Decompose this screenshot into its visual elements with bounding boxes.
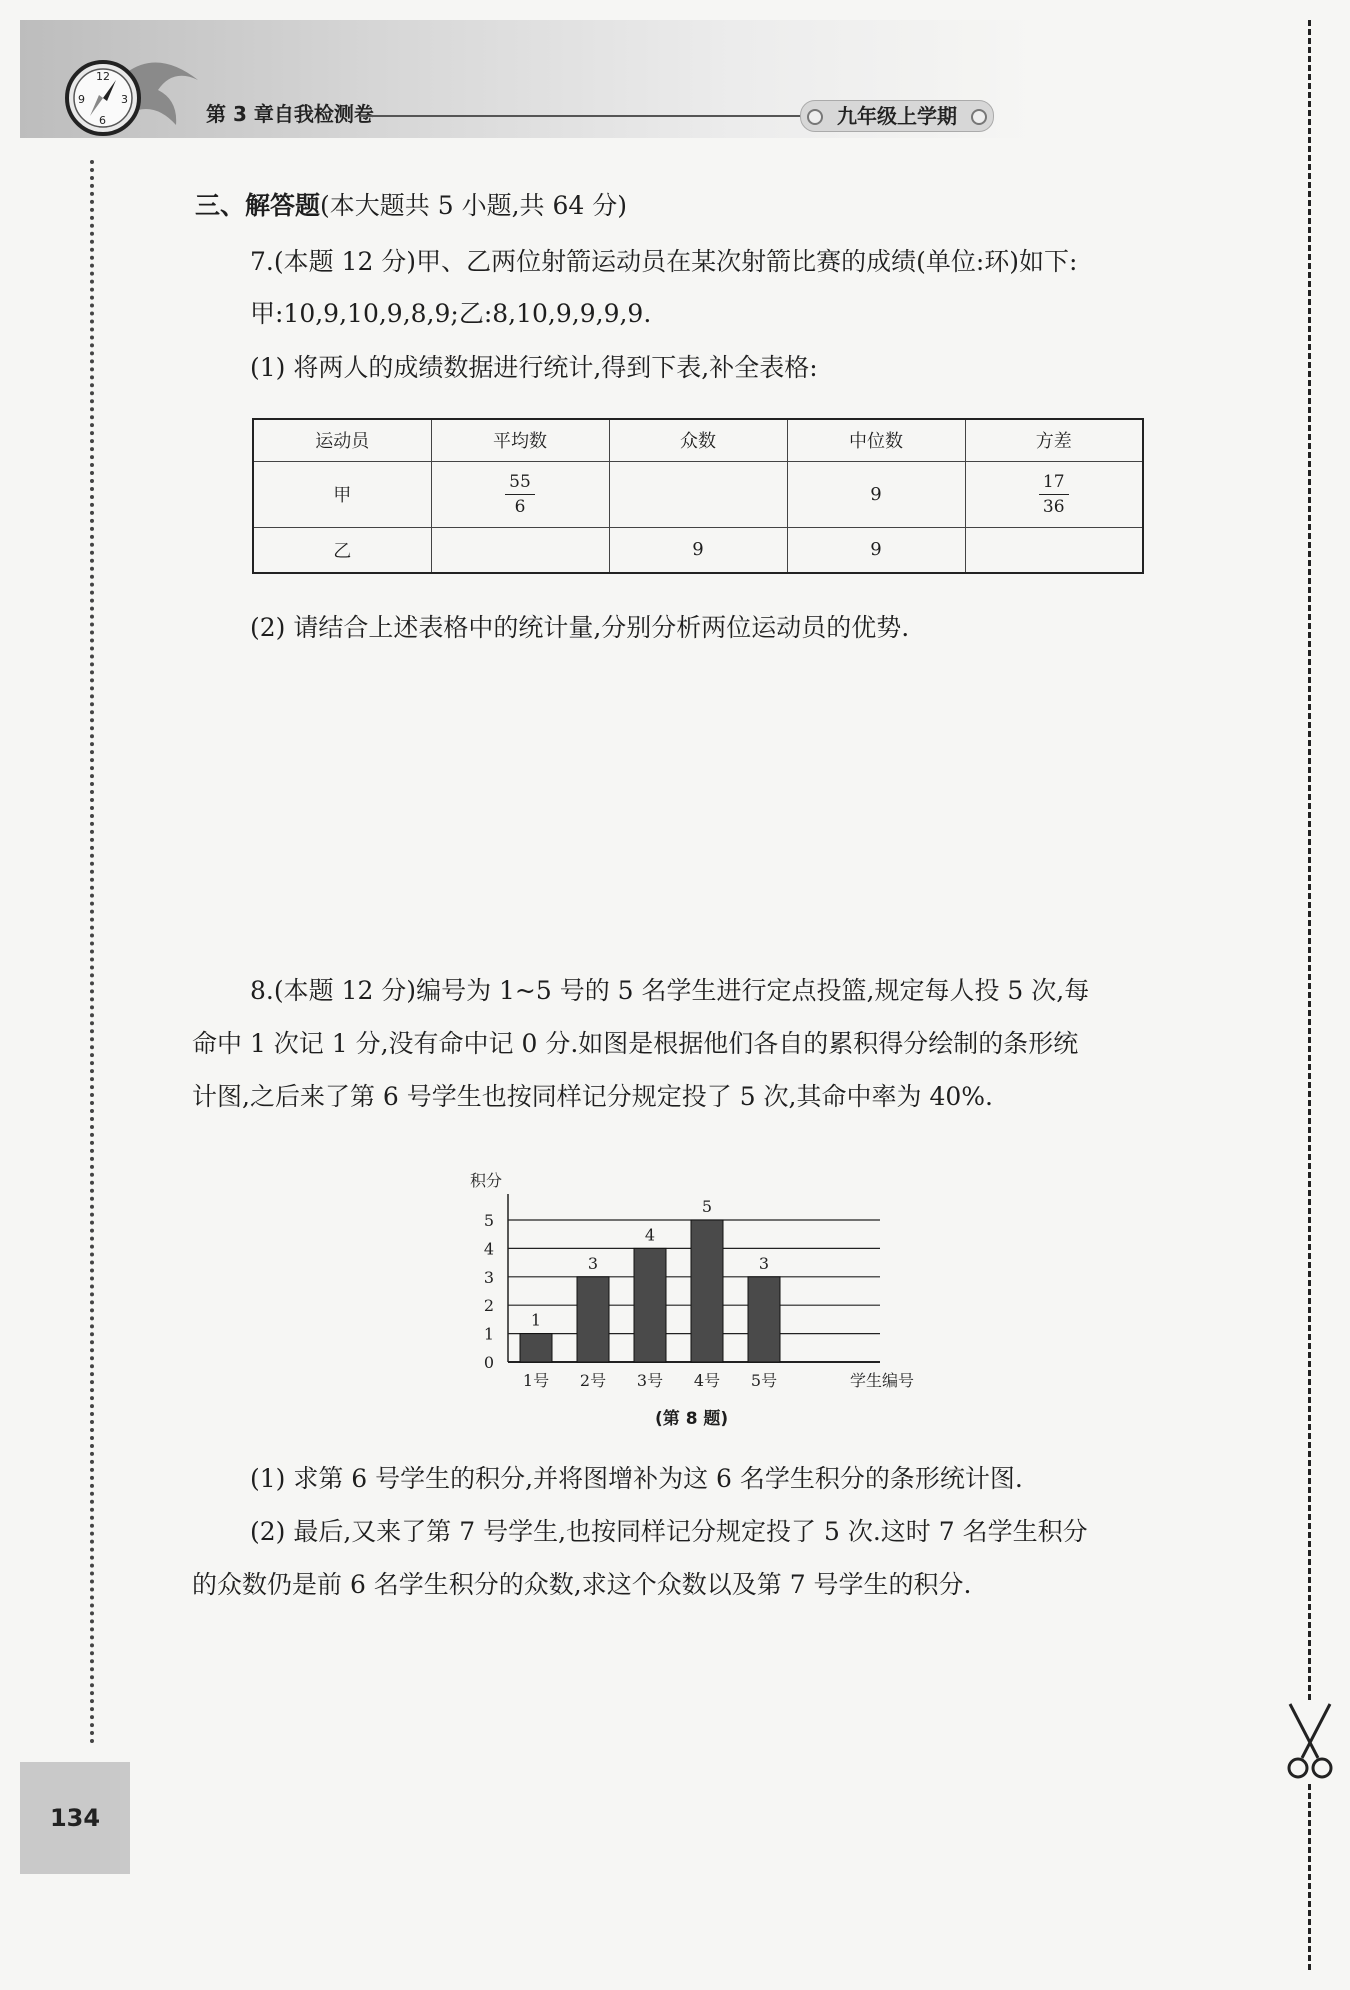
cut-dashed-line	[1308, 20, 1311, 1970]
cell-jia-name: 甲	[253, 461, 431, 527]
fraction-jia-variance: $\frac{17}{36}$	[1039, 470, 1069, 519]
section-heading	[195, 190, 627, 222]
bar-value-label-4: 5	[701, 1197, 713, 1216]
y-tick-label-4: 4	[483, 1239, 494, 1259]
y-axis-label: 积分	[469, 1171, 503, 1190]
bar-chart	[440, 1150, 940, 1400]
bar-2	[577, 1277, 609, 1362]
q8-line2: 命中 1 次记 1 分,没有命中记 0 分.如图是根据他们各自的累积得分绘制的条形统	[192, 1029, 1079, 1058]
bar-5	[748, 1277, 780, 1362]
compass-logo-icon	[58, 50, 208, 140]
cell-jia-median: 9	[787, 461, 965, 527]
x-tick-label-2: 2号	[579, 1371, 607, 1390]
bar-1	[520, 1334, 552, 1362]
section-heading-rest: (本大题共 5 小题,共 64 分)	[320, 191, 627, 220]
header-mode: 众数	[609, 419, 787, 461]
y-tick-label-5: 5	[483, 1211, 494, 1230]
y-tick-label-2: 2	[483, 1296, 494, 1316]
x-tick-label-1: 1号	[522, 1371, 550, 1390]
svg-text:9: 9	[78, 93, 85, 106]
cell-jia-mean	[431, 461, 609, 527]
table-row-jia	[253, 461, 1143, 527]
q8-part1: (1) 求第 6 号学生的积分,并将图增补为这 6 名学生积分的条形统计图.	[250, 1464, 1023, 1493]
q8-line3: 计图,之后来了第 6 号学生也按同样记分规定投了 5 次,其命中率为 40%.	[192, 1082, 993, 1111]
cell-yi-variance-blank	[965, 527, 1143, 573]
q8-part2-line2: 的众数仍是前 6 名学生积分的众数,求这个众数以及第 7 号学生的积分.	[192, 1570, 972, 1599]
q7-line1: 7.(本题 12 分)甲、乙两位射箭运动员在某次射箭比赛的成绩(单位:环)如下:	[250, 247, 1078, 276]
fraction-jia-mean: $\frac{55}{6}$	[505, 470, 535, 519]
header-rule	[360, 115, 800, 117]
scissors-icon	[1282, 1700, 1338, 1784]
x-tick-label-5: 5号	[750, 1371, 778, 1390]
svg-text:3: 3	[121, 93, 128, 106]
q7-line2: 甲:10,9,10,9,8,9;乙:8,10,9,9,9,9.	[250, 299, 652, 328]
cell-yi-mean-blank	[431, 527, 609, 573]
header-mean: 平均数	[431, 419, 609, 461]
table-row-yi	[253, 527, 1143, 573]
bar-3	[634, 1248, 666, 1362]
y-tick-label-1: 1	[483, 1324, 494, 1344]
chart-caption: (第 8 题)	[655, 1409, 729, 1429]
cell-yi-name: 乙	[253, 527, 431, 573]
cell-jia-variance	[965, 461, 1143, 527]
x-tick-label-4: 4号	[693, 1371, 721, 1390]
header-median: 中位数	[787, 419, 965, 461]
q7-part1: (1) 将两人的成绩数据进行统计,得到下表,补全表格:	[250, 353, 818, 382]
x-axis-label: 学生编号	[849, 1371, 915, 1390]
svg-text:6: 6	[99, 114, 106, 127]
chapter-title: 第 3 章自我检测卷	[206, 102, 374, 126]
bar-value-label-1: 1	[530, 1310, 542, 1330]
cell-jia-mode-blank	[609, 461, 787, 527]
page-number: 134	[20, 1762, 130, 1874]
stats-table	[252, 418, 1144, 574]
q7-part2: (2) 请结合上述表格中的统计量,分别分析两位运动员的优势.	[250, 613, 910, 642]
y-tick-label-3: 3	[483, 1267, 494, 1287]
section-heading-bold: 三、解答题	[195, 191, 321, 220]
header-athlete: 运动员	[253, 419, 431, 461]
cell-yi-median: 9	[787, 527, 965, 573]
grade-label: 九年级上学期	[800, 100, 994, 132]
bar-value-label-3: 4	[644, 1225, 656, 1245]
bar-4	[691, 1220, 723, 1362]
bar-value-label-5: 3	[758, 1253, 770, 1273]
x-tick-label-3: 3号	[636, 1371, 664, 1390]
svg-text:12: 12	[96, 70, 110, 83]
q8-line1: 8.(本题 12 分)编号为 1~5 号的 5 名学生进行定点投篮,规定每人投 5 次,每	[250, 976, 1090, 1005]
table-header-row	[253, 419, 1143, 461]
header-variance: 方差	[965, 419, 1143, 461]
bar-value-label-2: 3	[587, 1253, 599, 1273]
cell-yi-mode: 9	[609, 527, 787, 573]
q8-part2-line1: (2) 最后,又来了第 7 号学生,也按同样记分规定投了 5 次.这时 7 名学生积分	[250, 1517, 1088, 1546]
y-tick-label-0: 0	[483, 1353, 494, 1372]
binding-dotted-line	[90, 160, 94, 1745]
